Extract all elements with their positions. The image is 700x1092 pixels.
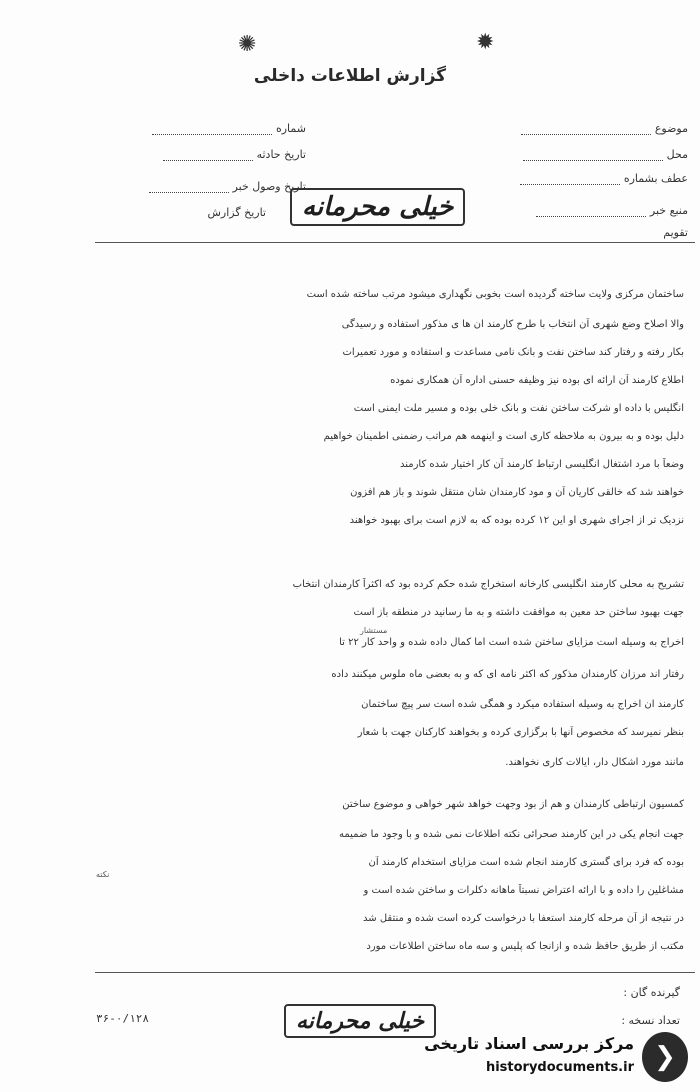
body-line: کمسیون ارتباطی کارمندان و هم از بود وجهت خواهد شهر خواهی و موضوع ساختن: [342, 799, 684, 810]
body-line: مشاغلین را داده و با ارائه اعتراض نسبتاً ماهانه دکلرات و ساختن شده است و: [363, 885, 684, 896]
body-line: اخراج به وسیله است مزایای ساختن شده است اما کمال داده شده و واحد کار ۲۲ تا: [339, 637, 684, 648]
field-number: [96, 122, 306, 135]
field-received-date-label: تاریخ وصول خبر: [232, 180, 306, 193]
emblem-left-icon: ✺: [238, 32, 257, 57]
margin-note: نکته: [96, 870, 110, 879]
field-calendar: [478, 226, 688, 239]
body-line: کارمند ان اخراج به وسیله استفاده میکرد و همگی شده است سر پیچ ساختمان: [361, 699, 684, 710]
field-report-date: [96, 206, 266, 219]
body-line: مکتب از طریق حافظ شده و ازانجا که پلیس و سه ماه ساختن اطلاعات مورد: [366, 941, 684, 952]
field-incident-date-label: تاریخ حادثه: [256, 148, 306, 161]
archive-logo-icon: ❯: [642, 1032, 688, 1082]
archive-watermark: [392, 1030, 692, 1086]
body-line: انگلیس با داده او شرکت ساختن نفت و بانک خلی بوده و مسیر ملت ایمنی است: [353, 403, 684, 414]
field-source: [478, 204, 688, 217]
body-line: تشریح به محلی کارمند انگلیسی کارخانه استخراج شده حکم کرده بود که اکثراً کارمندان انتخاب: [292, 579, 684, 590]
body-line: جهت انجام یکی در این کارمند صحرائی نکته اطلاعات نمی شده و با وجود ما ضمیمه: [339, 829, 684, 840]
field-incident-date: [96, 148, 306, 161]
field-received-date: [96, 180, 306, 193]
body-line: خواهند شد که خالقی کاریان آن و مود کارمندان شان منتقل شوند و باز هم افزون: [350, 487, 684, 498]
body-line: دلیل بوده و به بیرون به ملاحظه کاری است و اینهمه هم مراتب رضمنی اطمینان خواهیم: [323, 431, 684, 442]
distribution-label: گیرنده گان :: [623, 986, 680, 999]
body-line: بوده که فرد برای گستری کارمند انجام شده است مزایای استخدام کارمند آن: [368, 857, 684, 868]
body-line: اطلاع کارمند آن ارائه ای بوده نیز وظیفه حسنی اداره آن همکاری نموده: [390, 375, 684, 386]
field-calendar-label: تقویم: [663, 226, 688, 239]
classification-stamp-top: خیلی محرمانه: [290, 188, 465, 226]
field-report-date-label: تاریخ گزارش: [207, 206, 266, 219]
body-line: ساختمان مرکزی ولایت ساخته گردیده است بخوبی نگهداری میشود مرتب ساخته شده است: [306, 289, 684, 300]
footer-divider: [95, 972, 695, 973]
classification-stamp-bottom: خیلی محرمانه: [284, 1004, 436, 1038]
body-line: رفتار اند مرزان کارمندان مذکور که اکثر نامه ای که و به بعضی ماه ملوس میکنند داده: [331, 669, 684, 680]
body-line: والا اصلاح وضع شهری آن انتخاب با طرح کارمند ان ها ی مذکور استفاده و رسیدگی: [341, 319, 684, 330]
margin-note: مستشار: [360, 626, 388, 635]
field-subject: [478, 122, 688, 135]
body-line: وضعاً با مرد اشتغال انگلیسی ارتباط کارمند آن کار اختیار شده کارمند: [399, 459, 684, 470]
body-line: بنظر نمیرسد که مخصوص آنها با برگزاری کرده و بخواهند کارکنان جهت با شعار: [357, 727, 684, 738]
body-line: بکار رفته و رفتار کند ساختن نفت و بانک نامی مساعدت و استفاده و مورد تعمیرات: [342, 347, 684, 358]
field-number-label: شماره: [275, 122, 306, 135]
field-reference-label: عطف بشماره: [623, 172, 688, 185]
body-line: مانند مورد اشکال دار، ایالات کاری نخواهند.: [505, 757, 684, 768]
emblem-right-icon: ✹: [476, 30, 495, 55]
field-location: [478, 148, 688, 161]
body-line: در نتیجه از آن مرحله کارمند استعفا با درخواست کرده است شده و منتقل شد: [363, 913, 684, 924]
field-location-label: محل: [666, 148, 688, 161]
field-subject-label: موضوع: [654, 122, 688, 135]
body-line: نزدیک تر از اجرای شهری او این ۱۲ کرده بوده که به لازم است برای بهبود خواهند: [349, 515, 684, 526]
header-divider: [95, 242, 695, 243]
body-line: جهت بهبود ساختن حد معین به موافقت داشته و به ما رسانید در منطقه باز است: [353, 607, 684, 618]
reference-number: ۳۶-۰/۱۲۸: [96, 1012, 149, 1025]
watermark-fa: مرکز بررسی اسناد تاریخی: [424, 1034, 634, 1053]
field-source-label: منبع خبر: [649, 204, 688, 217]
document-title: گزارش اطلاعات داخلی: [253, 66, 447, 86]
field-reference: [478, 172, 688, 185]
copies-label: تعداد نسخه :: [621, 1014, 680, 1027]
watermark-en: historydocuments.ir: [485, 1060, 634, 1075]
